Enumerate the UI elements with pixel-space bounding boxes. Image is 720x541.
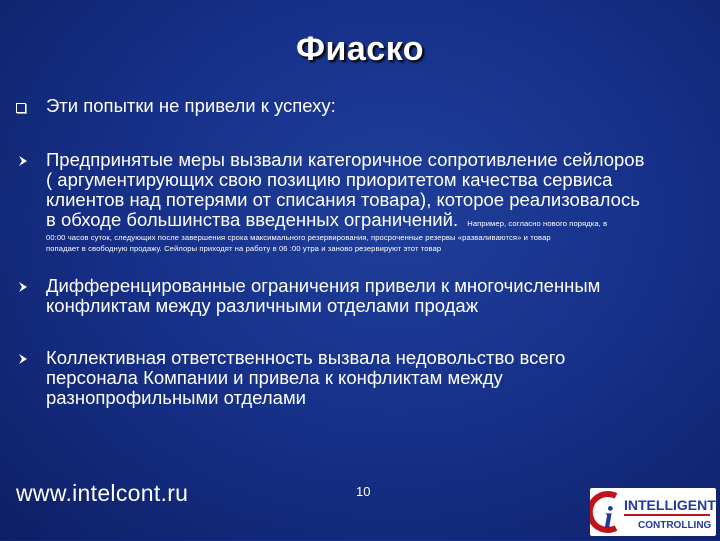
intelligent-controlling-logo	[590, 488, 716, 536]
arrow-bullet-icon	[16, 154, 30, 168]
bullet-line: разнопрофильными отделами	[46, 387, 306, 408]
bullet-line: Предпринятые меры вызвали категоричное сопротивление сейлоров	[46, 149, 645, 170]
logo-letter: i	[604, 499, 613, 535]
footer-url[interactable]: www.intelcont.ru	[16, 480, 189, 506]
note-text	[46, 232, 706, 254]
page-number: 10	[356, 484, 371, 499]
note-line: попадает в свободную продажу. Сейлоры приходят на работу в 06 :00 утра и заново резервируют этот товар	[46, 244, 442, 253]
note-line: 00:00 часов суток, следующих после завершения срока максимального резервирования, просроченные резервы «разваливаются» и товар	[46, 233, 551, 242]
bullet-line: персонала Компании и привела к конфликтам между	[46, 367, 503, 388]
arrow-bullet-icon	[16, 352, 30, 366]
logo-graphic	[590, 488, 716, 536]
bullet-text-block	[46, 348, 706, 408]
bullet-text-block	[46, 150, 706, 230]
bullet-item	[16, 150, 706, 270]
bullet-item	[16, 276, 706, 320]
bullet-line: конфликтам между различными отделами продаж	[46, 295, 479, 316]
logo-line1: INTELLIGENT	[624, 497, 716, 513]
bullet-text-block	[46, 276, 706, 316]
bullet-line: в обходе большинства введенных ограничений.	[46, 209, 459, 230]
bullet-item	[16, 96, 706, 120]
note-inline-text: Например, согласно нового порядка, в	[467, 219, 608, 228]
bullet-line: Коллективная ответственность вызвала недовольство всего	[46, 347, 566, 368]
bullet-line-with-note	[46, 210, 706, 230]
arrow-bullet-icon	[16, 280, 30, 294]
bullet-line: клиентов над потерями от списания товара), которое реализовалось	[46, 189, 640, 210]
slide-title: Фиаско	[295, 30, 425, 68]
logo-line2: CONTROLLING	[638, 520, 712, 531]
bullet-item	[16, 348, 706, 412]
bullet-line: ( аргументирующих свою позицию приоритетом качества сервиса	[46, 169, 613, 190]
bullet-line: Дифференцированные ограничения привели к многочисленным	[46, 275, 601, 296]
square-bullet-icon	[16, 103, 26, 113]
bullet-text: Эти попытки не привели к успеху:	[46, 95, 336, 116]
